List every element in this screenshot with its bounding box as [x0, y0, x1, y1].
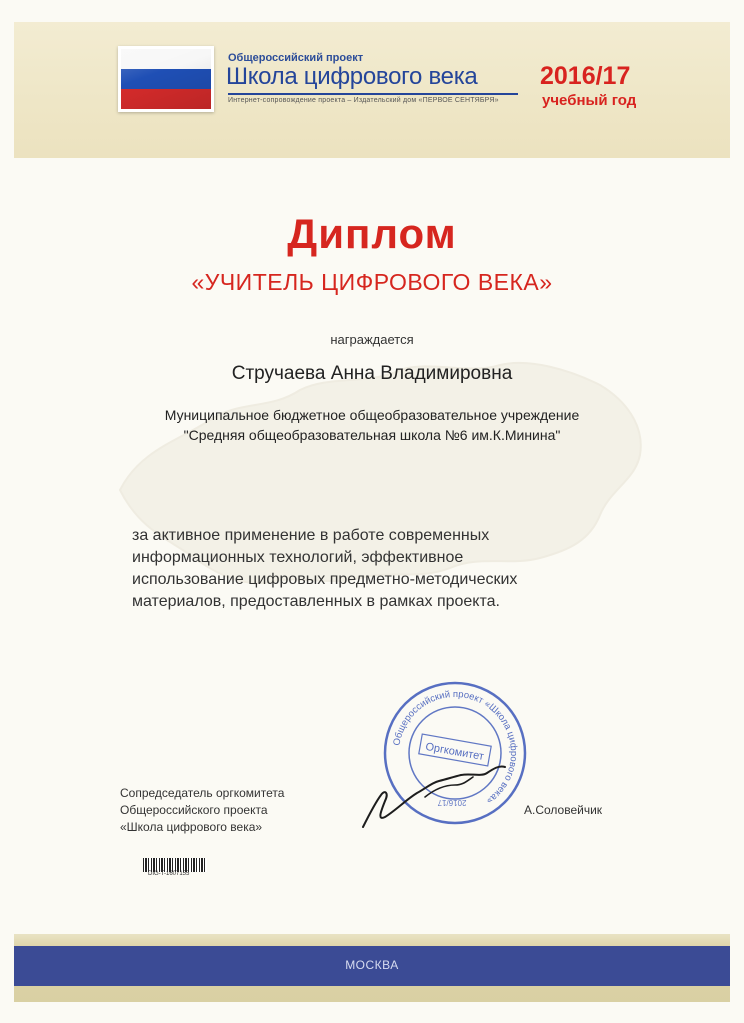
school-year-label: учебный год — [542, 92, 637, 109]
project-divider — [228, 93, 518, 95]
project-small-label: Общероссийский проект — [228, 52, 364, 64]
russian-flag-icon — [118, 46, 214, 112]
stamp-ring-text: Общероссийский проект «Школа цифрового века» — [391, 688, 520, 807]
awarded-label: награждается — [330, 332, 414, 347]
handwritten-signature — [355, 755, 515, 835]
reason-line: за активное применение в работе современных — [132, 527, 490, 544]
stamp-year-text: 2016/17 — [437, 798, 467, 807]
signature-title-line-3: «Школа цифрового века» — [120, 820, 263, 834]
footer-city: МОСКВА — [345, 958, 399, 972]
recipient-name: Стручаева Анна Владимировна — [231, 363, 513, 384]
signer-name: А.Соловейчик — [524, 803, 603, 817]
organization-line-2: "Средняя общеобразовательная школа №6 им.К.Минина" — [183, 427, 561, 443]
signature-title-line-2: Общероссийского проекта — [120, 803, 268, 817]
barcode-icon — [143, 858, 207, 872]
signature-title-line-1: Сопредседатель оргкомитета — [120, 786, 285, 800]
organization-name — [0, 405, 744, 445]
signature-block — [120, 785, 284, 836]
organization-line-1: Муниципальное бюджетное общеобразовательное учреждение — [164, 407, 580, 423]
project-name: Школа цифрового века — [226, 63, 478, 90]
reason-line: материалов, предоставленных в рамках проекта. — [132, 593, 500, 610]
diploma-subtitle: «УЧИТЕЛЬ ЦИФРОВОГО ВЕКА» — [191, 269, 553, 295]
reason-line: информационных технологий, эффективное — [132, 549, 464, 566]
barcode-number: DIG-T-1607155 — [148, 871, 190, 877]
reason-line: использование цифровых предметно-методических — [132, 571, 518, 588]
diploma-title: Диплом — [287, 210, 457, 257]
stamp-center-text: Оргкомитет — [424, 740, 485, 764]
award-reason — [132, 525, 592, 613]
project-tagline: Интернет-сопровождение проекта – Издательский дом «ПЕРВОЕ СЕНТЯБРЯ» — [228, 97, 499, 104]
school-year: 2016/17 — [540, 62, 631, 90]
